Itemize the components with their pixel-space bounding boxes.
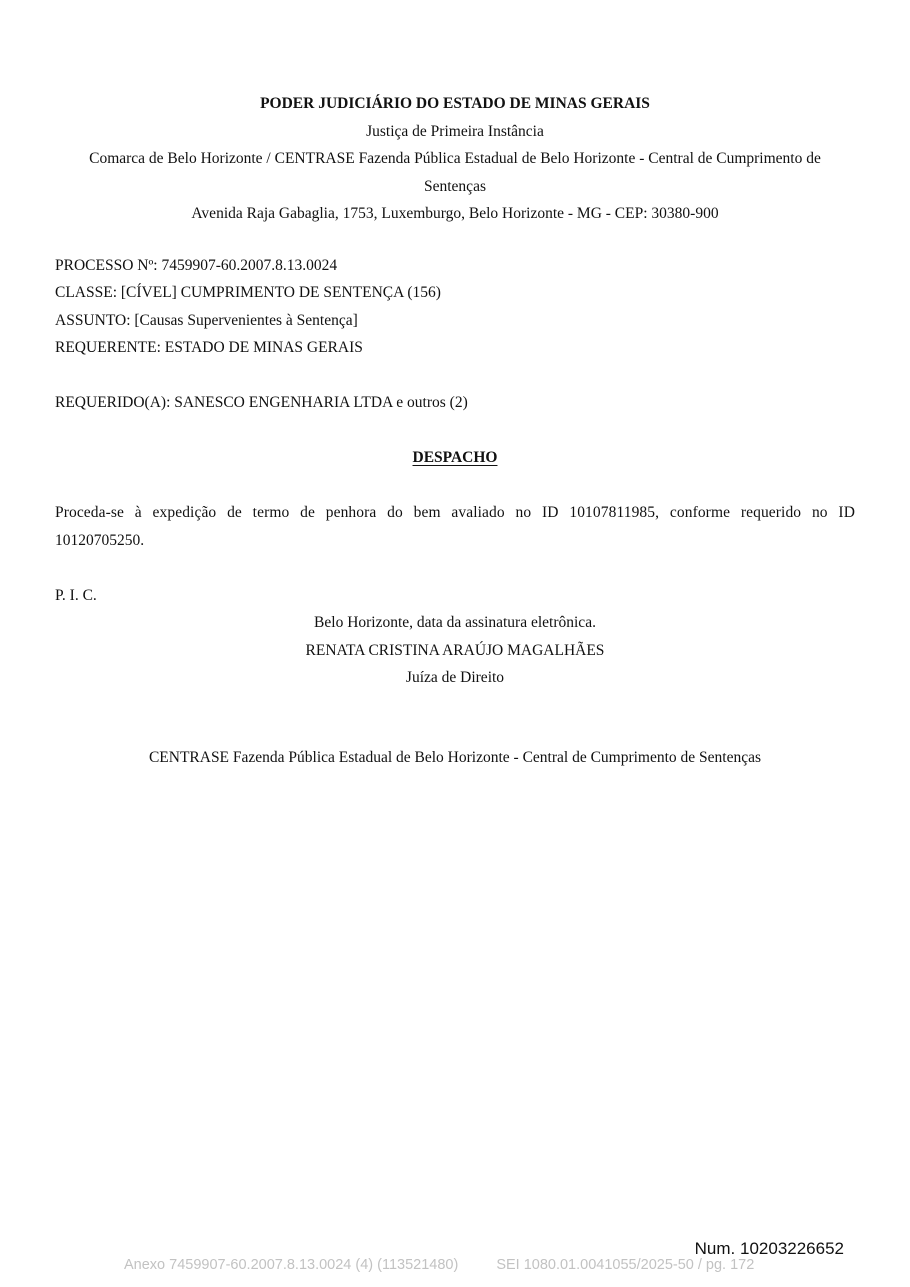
court-address: Avenida Raja Gabaglia, 1753, Luxemburgo, Belo Horizonte - MG - CEP: 30380-900 — [191, 205, 719, 222]
process-requerente: REQUERENTE: ESTADO DE MINAS GERAIS — [55, 339, 363, 356]
closing-pic: P. I. C. — [55, 587, 97, 604]
process-class: CLASSE: [CÍVEL] CUMPRIMENTO DE SENTENÇA (156) — [55, 284, 441, 301]
comarca-line-1: Comarca de Belo Horizonte / CENTRASE Fazenda Pública Estadual de Belo Horizonte - Central de Cumprimento de — [89, 150, 821, 167]
watermark — [124, 1257, 754, 1273]
signature-place-date: Belo Horizonte, data da assinatura eletrônica. — [314, 614, 596, 631]
signature-name: RENATA CRISTINA ARAÚJO MAGALHÃES — [305, 642, 605, 659]
court-title: PODER JUDICIÁRIO DO ESTADO DE MINAS GERAIS — [260, 95, 650, 112]
process-requerido: REQUERIDO(A): SANESCO ENGENHARIA LTDA e outros (2) — [55, 394, 468, 411]
comarca-line-2: Sentenças — [424, 178, 486, 195]
despacho-body-line-1: Proceda-se à expedição de termo de penhora do bem avaliado no ID 10107811985, conforme requerido no ID — [55, 504, 855, 521]
despacho-heading-row — [0, 449, 910, 467]
despacho-heading: DESPACHO — [412, 449, 498, 466]
watermark-sei: SEI 1080.01.0041055/2025-50 / pg. 172 — [496, 1257, 755, 1273]
signature-role: Juíza de Direito — [405, 669, 505, 686]
court-instance: Justiça de Primeira Instância — [366, 123, 544, 140]
watermark-annex: Anexo 7459907-60.2007.8.13.0024 (4) (113521480) — [124, 1257, 459, 1273]
footer-unit: CENTRASE Fazenda Pública Estadual de Belo Horizonte - Central de Cumprimento de Sentenças — [148, 749, 762, 766]
process-subject: ASSUNTO: [Causas Supervenientes à Sentença] — [55, 312, 358, 329]
document-number: Num. 10203226652 — [694, 1239, 844, 1258]
despacho-body-line-2: 10120705250. — [55, 532, 145, 549]
process-number: PROCESSO Nº: 7459907-60.2007.8.13.0024 — [55, 257, 338, 274]
